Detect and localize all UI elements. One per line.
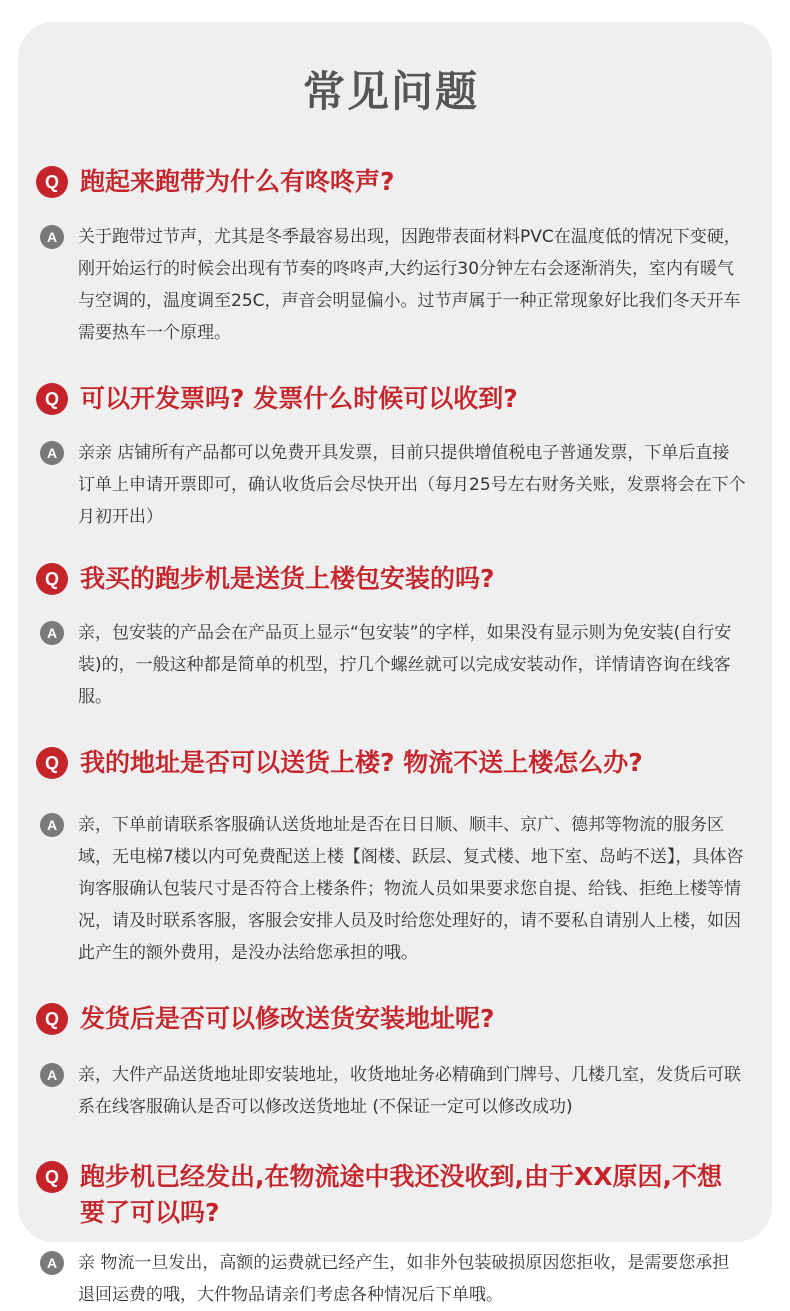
answer-text: 关于跑带过节声，尤其是冬季最容易出现，因跑带表面材料PVC在温度低的情况下变硬，刚开始运行的时候会出现有节奏的咚咚声,大约运行30分钟左右会逐渐消失，室内有暖气与空调的，温度调至25C，声音会明显偏小。过节声属于一种正常现象好比我们冬天开车需要热车一个原理。 [78,227,741,343]
question-row [36,164,746,200]
answer-row [36,1059,746,1123]
answer-badge-icon: A [40,1251,64,1275]
question-badge-icon: Q [36,166,68,198]
answer-row [36,221,746,349]
answer-text: 亲，下单前请联系客服确认送货地址是否在日日顺、顺丰、京广、德邦等物流的服务区域，无电梯7楼以内可免费配送上楼【阁楼、跃层、复式楼、地下室、岛屿不送】，具体咨询客服确认包装尺寸是否符合上楼条件；物流人员如果要求您自提、给钱、拒绝上楼等情况，请及时联系客服，客服会安排人员及时给您处理好的，请不要私自请别人上楼，如因此产生的额外费用，是没办法给您承担的哦。 [78,815,744,963]
faq-card [18,22,772,1305]
question-row [36,745,746,781]
faq-item [36,1159,746,1311]
answer-badge-icon: A [40,225,64,249]
question-text: 我的地址是否可以送货上楼? 物流不送上楼怎么办? [80,748,643,777]
question-badge-icon: Q [36,1003,68,1035]
faq-item [36,164,746,349]
question-text: 跑起来跑带为什么有咚咚声? [80,167,395,196]
answer-text: 亲 物流一旦发出，高额的运费就已经产生，如非外包装破损原因您拒收，是需要您承担退回运费的哦，大件物品请亲们考虑各种情况后下单哦。 [78,1253,730,1305]
page-title: 常见问题 [302,67,479,116]
answer-badge-icon: A [40,621,64,645]
question-text: 可以开发票吗? 发票什么时候可以收到? [80,384,518,413]
faq-item [36,561,746,713]
question-text: 我买的跑步机是送货上楼包安装的吗? [80,564,495,593]
question-text: 发货后是否可以修改送货安装地址呢? [80,1004,495,1033]
question-badge-icon: Q [36,563,68,595]
question-text: 跑步机已经发出,在物流途中我还没收到,由于XX原因,不想要了可以吗? [80,1162,723,1227]
answer-row [36,617,746,713]
answer-row [36,437,746,533]
question-row [36,1159,746,1231]
faq-item [36,381,746,533]
question-badge-icon: Q [36,747,68,779]
answer-row [36,809,746,969]
faq-item [36,1001,746,1123]
question-badge-icon: Q [36,383,68,415]
answer-badge-icon: A [40,813,64,837]
answer-text: 亲，大件产品送货地址即安装地址，收货地址务必精确到门牌号、几楼几室，发货后可联系在线客服确认是否可以修改送货地址 (不保证一定可以修改成功) [78,1065,741,1117]
answer-row [36,1247,746,1311]
question-row [36,381,746,417]
answer-text: 亲亲 店铺所有产品都可以免费开具发票，目前只提供增值税电子普通发票，下单后直接订单上申请开票即可，确认收货后会尽快开出（每月25号左右财务关账，发票将会在下个月初开出） [78,443,746,527]
answer-text: 亲，包安装的产品会在产品页上显示“包安装”的字样，如果没有显示则为免安装(自行安装)的，一般这种都是简单的机型，拧几个螺丝就可以完成安装动作，详情请咨询在线客服。 [78,623,732,707]
answer-badge-icon: A [40,1063,64,1087]
answer-badge-icon: A [40,441,64,465]
question-row [36,561,746,597]
question-row [36,1001,746,1037]
faq-item [36,745,746,969]
faq-list [36,164,746,1311]
question-badge-icon: Q [36,1161,68,1193]
